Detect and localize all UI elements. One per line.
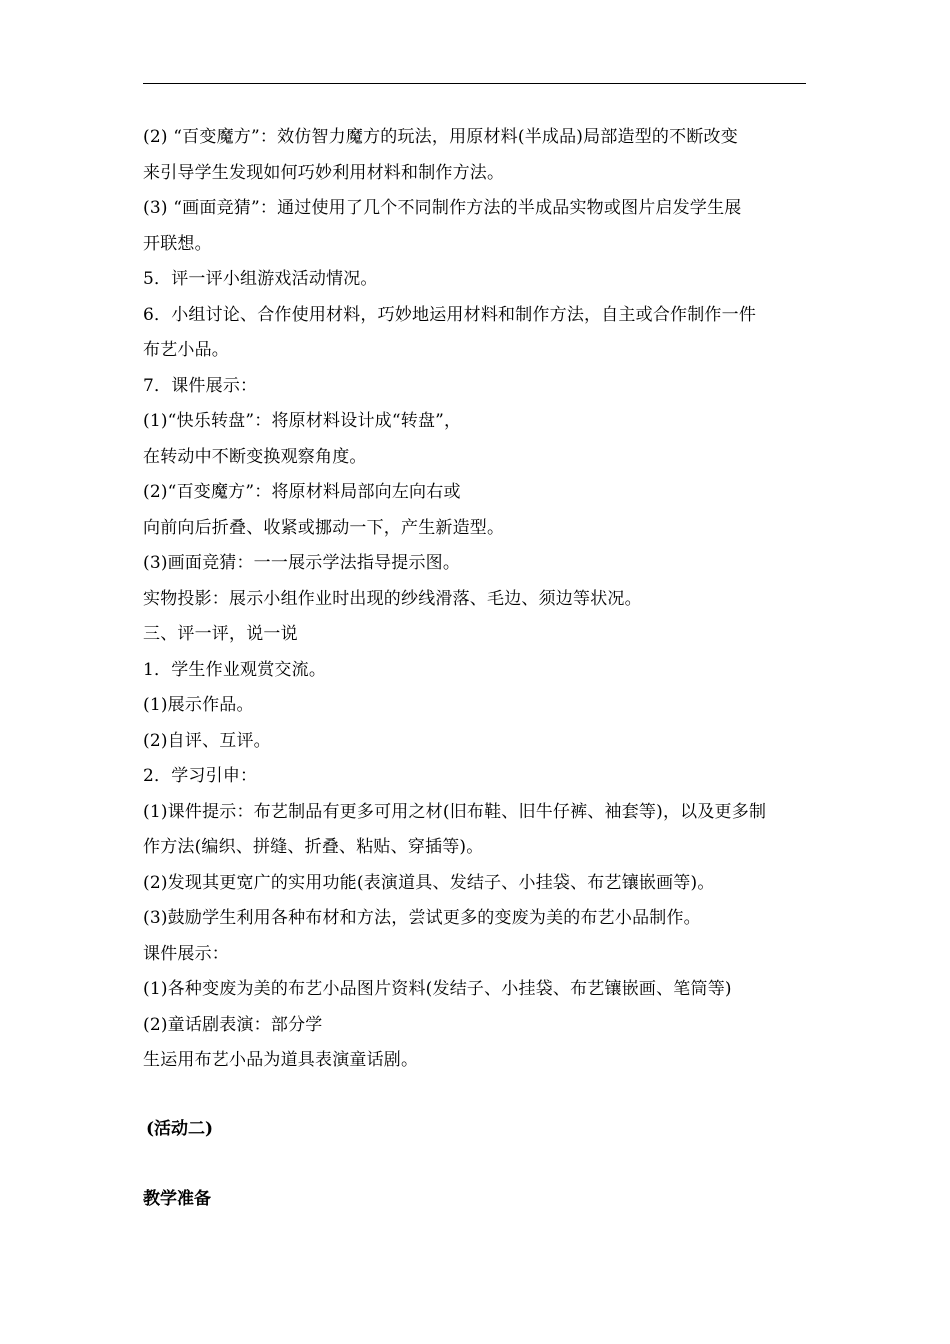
section-heading: 三、评一评，说一说	[143, 624, 298, 644]
text-line: 来引导学生发现如何巧妙利用材料和制作方法。	[143, 162, 505, 183]
text-line: (2) “百变魔方”：效仿智力魔方的玩法，用原材料(半成品)局部造型的不断改变	[143, 127, 738, 147]
text-line: 在转动中不断变换观察角度。	[143, 446, 367, 467]
text-line: (2)发现其更宽广的实用功能(表演道具、发结子、小挂袋、布艺镶嵌画等)。	[143, 872, 715, 893]
header-rule	[143, 83, 806, 84]
text-line: 作方法(编织、拼缝、折叠、粘贴、穿插等)。	[143, 837, 484, 857]
text-line: (2)自评、互评。	[143, 730, 271, 751]
prep-heading: 教学准备	[143, 1189, 211, 1209]
text-line: 2．学习引申：	[143, 766, 258, 786]
text-line: 向前向后折叠、收紧或挪动一下，产生新造型。	[143, 517, 505, 538]
document-body	[143, 120, 808, 1079]
text-line: 5．评一评小组游戏活动情况。	[143, 269, 378, 289]
text-line: (2)童话剧表演：部分学	[143, 1014, 323, 1035]
text-line: (1)各种变废为美的布艺小品图片资料(发结子、小挂袋、布艺镶嵌画、笔筒等)	[143, 979, 732, 999]
text-line: (1)课件提示：布艺制品有更多可用之材(旧布鞋、旧牛仔裤、袖套等)，以及更多制	[143, 801, 767, 822]
text-line: (2)“百变魔方”：将原材料局部向左向右或	[143, 482, 461, 502]
text-line: 布艺小品。	[143, 340, 229, 360]
text-line: 开联想。	[143, 233, 212, 254]
text-line: 6．小组讨论、合作使用材料，巧妙地运用材料和制作方法，自主或合作制作一件	[143, 304, 757, 325]
text-line: 7．课件展示：	[143, 375, 258, 396]
text-line: 生运用布艺小品为道具表演童话剧。	[143, 1050, 419, 1070]
text-line: 1．学生作业观赏交流。	[143, 659, 327, 680]
text-line: (3) “画面竞猜”：通过使用了几个不同制作方法的半成品实物或图片启发学生展	[143, 198, 742, 218]
text-line: 课件展示：	[143, 943, 229, 964]
text-line: (1)展示作品。	[143, 695, 254, 715]
text-line: (3)鼓励学生利用各种布材和方法，尝试更多的变废为美的布艺小品制作。	[143, 908, 701, 928]
text-line: 实物投影：展示小组作业时出现的纱线滑落、毛边、须边等状况。	[143, 588, 642, 609]
text-line: (3)画面竞猜：一一展示学法指导提示图。	[143, 553, 461, 573]
text-line: (1)“快乐转盘”：将原材料设计成“转盘”，	[143, 411, 462, 431]
activity-heading: (活动二)	[146, 1119, 214, 1139]
